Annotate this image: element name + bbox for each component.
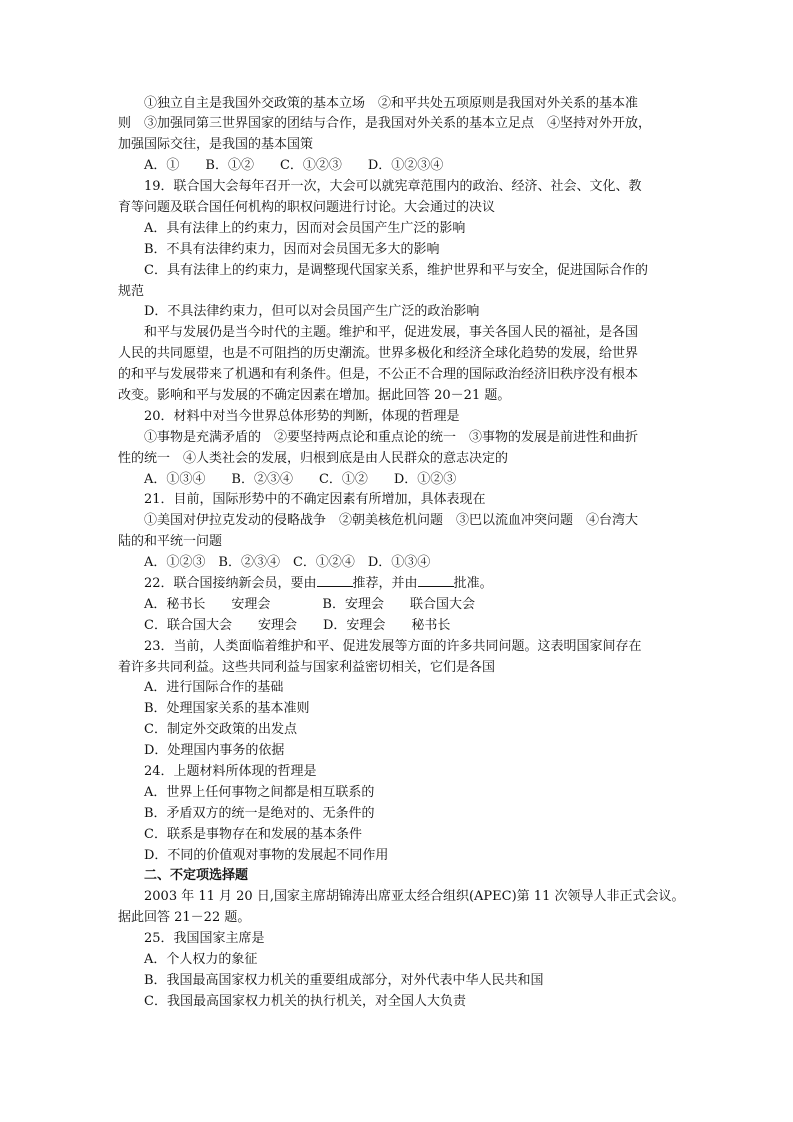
q23-option-b: B．处理国家关系的基本准则 — [144, 701, 310, 717]
q19-option-a: A．具有法律上的约束力，因而对会员国产生广泛的影响 — [144, 220, 466, 236]
q20-statement-line: 性的统一 ④人类社会的发展，归根到底是由人民群众的意志决定的 — [118, 450, 509, 466]
passage-line: 的和平与发展带来了机遇和有利条件。但是，不公正不合理的国际政治经济旧秩序没有根本 — [118, 367, 639, 383]
q22-stem-part: 22．联合国接纳新会员，要由 — [144, 575, 317, 591]
q24-option-c: C．联系是事物存在和发展的基本条件 — [144, 826, 362, 842]
q19-stem: 育等问题及联合国任何机构的职权问题进行讨论。大会通过的决议 — [118, 199, 496, 215]
q18-statement-line: ①独立自主是我国外交政策的基本立场 ②和平共处五项原则是我国对外关系的基本准 — [144, 95, 639, 111]
q25-stem: 25．我国国家主席是 — [144, 931, 265, 947]
passage-line: 和平与发展仍是当今时代的主题。维护和平，促进发展，事关各国人民的福祉，是各国 — [144, 325, 639, 341]
q20-options: A．①③④ B．②③④ C．①② D．①②③ — [144, 471, 457, 487]
passage-line: 改变。影响和平与发展的不确定因素在增加。据此回答 20－21 题。 — [118, 387, 511, 403]
q18-options: A．① B．①② C．①②③ D．①②③④ — [144, 158, 444, 174]
q19-stem: 19．联合国大会每年召开一次，大会可以就宪章范围内的政治、经济、社会、文化、教 — [144, 179, 642, 195]
q21-stem: 21．目前，国际形势中的不确定因素有所增加，具体表现在 — [144, 492, 486, 508]
q25-option-a: A．个人权力的象征 — [144, 952, 258, 968]
section-heading: 二、不定项选择题 — [144, 868, 249, 884]
q23-stem: 23．当前，人类面临着维护和平、促进发展等方面的许多共同问题。这表明国家间存在 — [144, 638, 642, 654]
section-material-line: 2003 年 11 月 20 日,国家主席胡锦涛出席亚太经合组织(APEC)第 11 次领导人非正式会议。 — [144, 889, 685, 905]
q23-option-c: C．制定外交政策的出发点 — [144, 722, 297, 738]
q22-stem-part: 批准。 — [453, 575, 493, 591]
passage-line: 人民的共同愿望，也是不可阻挡的历史潮流。世界多极化和经济全球化趋势的发展，给世界 — [118, 346, 639, 362]
q24-stem: 24．上题材料所体现的哲理是 — [144, 764, 317, 779]
q18-statement-line: 加强国际交往，是我国的基本国策 — [118, 137, 314, 153]
q21-statement-line: ①美国对伊拉克发动的侵略战争 ②朝美核危机问题 ③巴以流血冲突问题 ④台湾大 — [144, 513, 639, 529]
q21-statement-line: 陆的和平统一问题 — [118, 534, 223, 550]
exam-text-body — [118, 94, 758, 1013]
q20-stem: 20．材料中对当今世界总体形势的判断，体现的哲理是 — [144, 408, 460, 424]
q23-stem: 着许多共同利益。这些共同利益与国家利益密切相关，它们是各国 — [118, 659, 496, 675]
q24-option-a: A．世界上任何事物之间都是相互联系的 — [144, 784, 375, 800]
q19-option-b: B．不具有法律约束力，因而对会员国无多大的影响 — [144, 241, 440, 257]
q21-options: A．①②③ B．②③④ C．①②④ D．①③④ — [144, 555, 431, 571]
q23-option-a: A．进行国际合作的基础 — [144, 680, 284, 696]
q23-option-d: D．处理国内事务的依据 — [144, 743, 285, 759]
q25-option-c: C．我国最高国家权力机关的执行机关，对全国人大负责 — [144, 993, 466, 1009]
fill-in-blank — [317, 574, 353, 587]
q19-option-c: 规范 — [118, 283, 145, 299]
section-material-line: 据此回答 21－22 题。 — [118, 910, 251, 926]
q24-option-b: B．矛盾双方的统一是绝对的、无条件的 — [144, 805, 375, 821]
q19-option-d: D．不具法律约束力，但可以对会员国产生广泛的政治影响 — [144, 304, 480, 320]
q24-option-d: D．不同的价值观对事物的发展起不同作用 — [144, 847, 389, 863]
q22-stem-part: 推荐，并由 — [352, 575, 418, 591]
q25-option-b: B．我国最高国家权力机关的重要组成部分，对外代表中华人民共和国 — [144, 972, 544, 988]
q22-options: A．秘书长 安理会 B．安理会 联合国大会 — [144, 596, 475, 612]
q22-options: C．联合国大会 安理会 D．安理会 秘书长 — [144, 617, 451, 633]
q19-option-c: C．具有法律上的约束力，是调整现代国家关系，维护世界和平与安全，促进国际合作的 — [144, 262, 648, 278]
q18-statement-line: 则 ③加强同第三世界国家的团结与合作，是我国对外关系的基本立足点 ④坚持对外开放， — [118, 116, 652, 132]
fill-in-blank — [418, 574, 454, 587]
q20-statement-line: ①事物是充满矛盾的 ②要坚持两点论和重点论的统一 ③事物的发展是前进性和曲折 — [144, 429, 639, 445]
q22-stem — [118, 574, 758, 595]
